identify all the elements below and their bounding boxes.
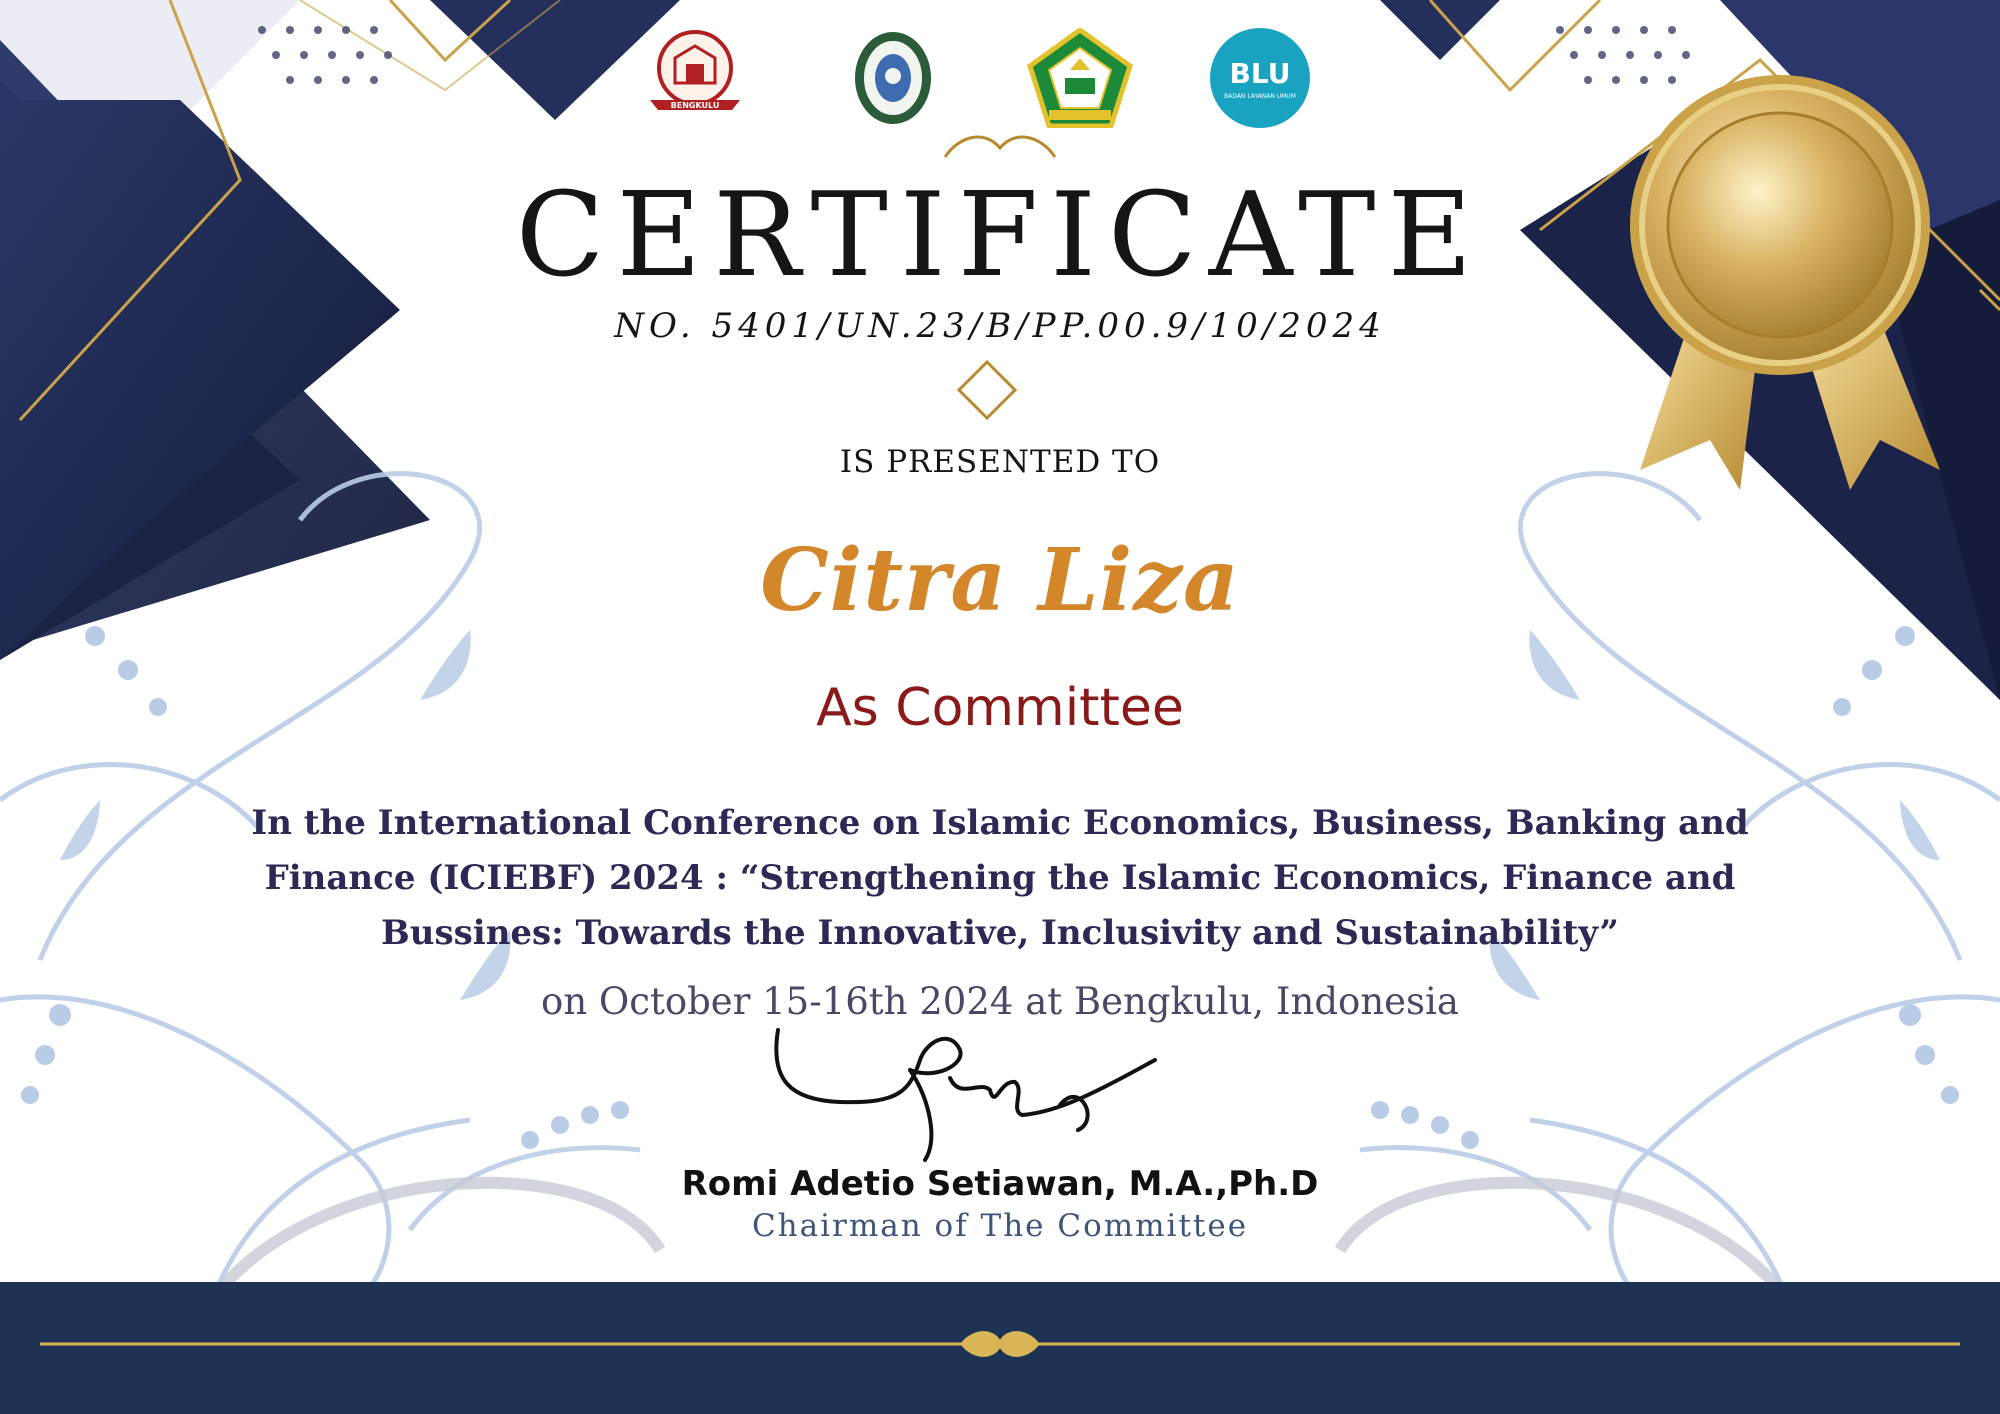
- top-dot-grid-right: [1556, 26, 1690, 84]
- partner-university-logo: [848, 28, 938, 128]
- signatory-title: Chairman of The Committee: [751, 1208, 1249, 1244]
- handwritten-signature: [760, 1020, 1180, 1170]
- footer-band: [0, 1282, 2000, 1414]
- signatory-name: Romi Adetio Setiawan, M.A.,Ph.D: [681, 1164, 1319, 1204]
- university-logo: [640, 28, 750, 118]
- top-dot-grid-left: [258, 26, 392, 84]
- blu-logo: [1210, 28, 1310, 128]
- title-ornament-top: [480, 137, 1490, 157]
- institution-logos: [640, 28, 1320, 138]
- recipient-name: Citra Liza: [760, 530, 1240, 631]
- recipient-role: As Committee: [816, 678, 1184, 738]
- ministry-logo: [1025, 28, 1135, 128]
- svg-text:BADAN LAYANAN UMUM: BADAN LAYANAN UMUM: [1224, 93, 1296, 100]
- title-ornament-bottom: [670, 362, 1305, 418]
- event-dateline: on October 15-16th 2024 at Bengkulu, Indonesia: [541, 980, 1459, 1023]
- certificate-title: CERTIFICATE: [515, 168, 1485, 303]
- svg-text:BLU: BLU: [1229, 57, 1291, 90]
- event-description: In the International Conference on Islamic Economics, Business, Banking and Finance (ICIEBF) 2024 : “Strengthening the Islamic Economics, Finance and Bussines: Towards the Innovative, Inclusivity and Sustainability”: [251, 803, 1749, 953]
- presented-to-label: IS PRESENTED TO: [839, 444, 1161, 480]
- svg-text:BENGKULU: BENGKULU: [670, 101, 720, 110]
- certificate-number: NO. 5401/UN.23/B/PP.00.9/10/2024: [614, 306, 1386, 346]
